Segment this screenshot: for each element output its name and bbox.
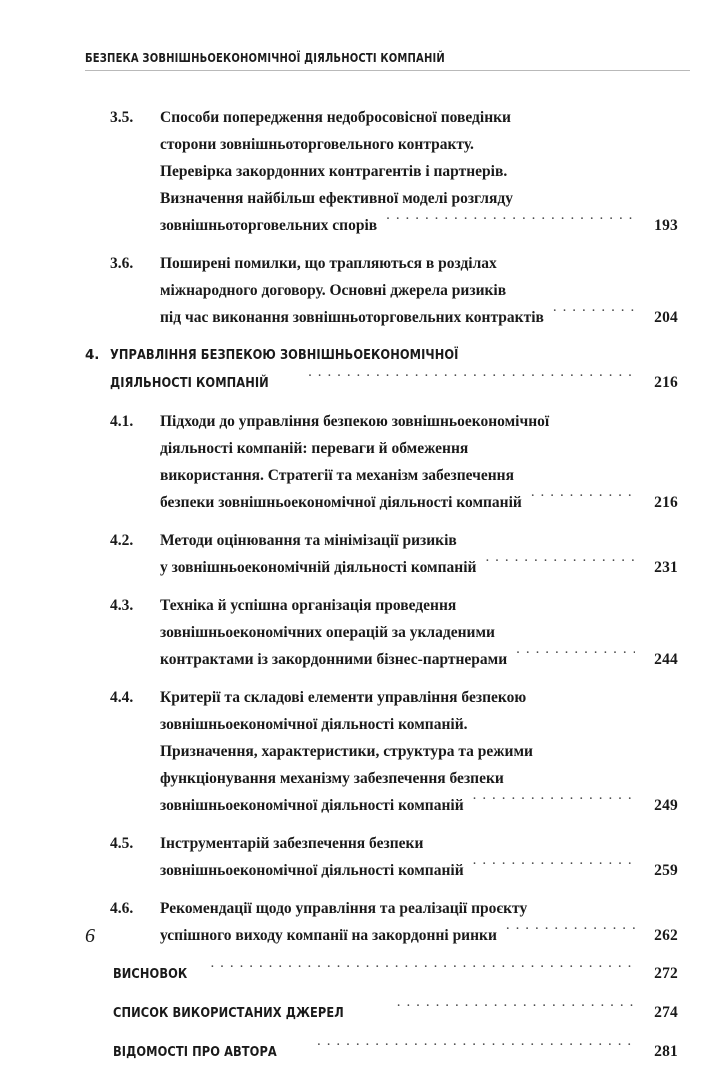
toc-entry-line (113, 960, 678, 988)
dot-leader (308, 373, 635, 387)
toc-entry-line (160, 408, 678, 435)
toc-entry-page-number: 231 (654, 559, 678, 576)
toc-entry-line (160, 792, 678, 819)
toc-entry-page-number: 262 (654, 927, 678, 944)
dot-leader (210, 964, 635, 978)
toc-entry-number: 3.5. (110, 109, 134, 126)
table-of-contents (0, 104, 720, 1077)
toc-entry-body (113, 960, 678, 988)
toc-entry-page-number: 193 (654, 217, 678, 234)
toc-entry-page-number: 204 (654, 309, 678, 326)
toc-entry-title-text: зовнішньоекономічних операцій за укладеними (160, 624, 495, 641)
toc-entry-body (160, 684, 678, 819)
toc-entry-body (160, 527, 678, 581)
toc-entry-title-text: СПИСОК ВИКОРИСТАНИХ ДЖЕРЕЛ (113, 1005, 344, 1021)
toc-entry[interactable] (0, 342, 720, 397)
toc-entry-title-text: успішного виходу компанії на закордонні ринки (160, 927, 497, 944)
toc-entry-body (160, 250, 678, 331)
toc-entry-title-text: Визначення найбільш ефективної моделі розгляду (160, 190, 513, 207)
dot-leader (506, 925, 635, 941)
toc-entry-title-text: Підходи до управління безпекою зовнішньоекономічної (160, 413, 550, 430)
toc-entry-title-text: Методи оцінювання та мінімізації ризиків (160, 532, 457, 549)
toc-entry-line (113, 1038, 678, 1066)
toc-entry-body (160, 895, 678, 949)
toc-entry-number: 4.2. (110, 532, 134, 549)
toc-entry-line (160, 619, 678, 646)
toc-entry-line (160, 554, 678, 581)
toc-entry-line (110, 369, 678, 397)
toc-entry-number: 4.6. (110, 900, 134, 917)
toc-entry[interactable] (0, 895, 720, 949)
toc-entry-title-text: діяльності компаній: переваги й обмеження (160, 440, 469, 457)
toc-entry-line (160, 462, 678, 489)
toc-entry-line (160, 738, 678, 765)
dot-leader (485, 557, 635, 573)
toc-entry-title-text: міжнародного договору. Основні джерела ризиків (160, 282, 507, 299)
toc-entry-number: 4.4. (110, 689, 134, 706)
toc-entry[interactable] (0, 250, 720, 331)
toc-entry-line (160, 104, 678, 131)
toc-entry[interactable] (0, 1038, 720, 1066)
dot-leader (473, 860, 635, 876)
toc-entry-line (113, 999, 678, 1027)
toc-entry-line (160, 765, 678, 792)
toc-entry-body (160, 408, 678, 516)
toc-entry[interactable] (0, 999, 720, 1027)
toc-entry-title-text: у зовнішньоекономічній діяльності компаній (160, 559, 477, 576)
toc-entry-title-text: Інструментарій забезпечення безпеки (160, 835, 424, 852)
toc-entry-line (160, 895, 678, 922)
toc-entry-title-text: Перевірка закордонних контрагентів і партнерів. (160, 163, 508, 180)
toc-entry-body (160, 592, 678, 673)
running-head (85, 50, 690, 71)
toc-entry-number: 4. (85, 347, 100, 363)
dot-leader (317, 1042, 635, 1056)
toc-entry-page-number: 216 (654, 374, 678, 391)
toc-entry-title-text: Техніка й успішна організація проведення (160, 597, 457, 614)
toc-entry[interactable] (0, 592, 720, 673)
dot-leader (531, 492, 635, 508)
toc-entry-page-number: 272 (654, 965, 678, 982)
running-head-title: БЕЗПЕКА ЗОВНІШНЬОЕКОНОМІЧНОЇ ДІЯЛЬНОСТІ КОМПАНІЙ (85, 50, 445, 65)
toc-entry[interactable] (0, 527, 720, 581)
toc-entry-line (160, 158, 678, 185)
toc-entry-line (160, 185, 678, 212)
dot-leader (473, 795, 635, 811)
toc-entry-title-text: контрактами із закордонними бізнес-партнерами (160, 651, 508, 668)
toc-entry-title-text: ВІДОМОСТІ ПРО АВТОРА (113, 1044, 277, 1060)
dot-leader (397, 1003, 635, 1017)
toc-entry-title-text: УПРАВЛІННЯ БЕЗПЕКОЮ ЗОВНІШНЬОЕКОНОМІЧНОЇ (110, 347, 459, 363)
toc-entry-line (160, 592, 678, 619)
toc-entry-title-text: Критерії та складові елементи управління безпекою (160, 689, 527, 706)
toc-entry-page-number: 244 (654, 651, 678, 668)
dot-leader (516, 649, 635, 665)
toc-entry[interactable] (0, 960, 720, 988)
toc-entry-page-number: 281 (654, 1043, 678, 1060)
toc-entry-page-number: 249 (654, 797, 678, 814)
toc-entry-title-text: ДІЯЛЬНОСТІ КОМПАНІЙ (110, 375, 269, 391)
dot-leader (386, 215, 635, 231)
page-number-folio: 6 (85, 925, 95, 947)
dot-leader (553, 307, 635, 323)
toc-entry-line (160, 684, 678, 711)
toc-entry-line (110, 342, 678, 369)
toc-entry-line (160, 646, 678, 673)
toc-entry[interactable] (0, 830, 720, 884)
toc-entry-body (113, 1038, 678, 1066)
toc-entry-number: 4.3. (110, 597, 134, 614)
toc-entry-line (160, 435, 678, 462)
toc-entry-title-text: Поширені помилки, що трапляються в розділах (160, 255, 497, 272)
toc-entry-title-text: використання. Стратегії та механізм забезпечення (160, 467, 514, 484)
toc-entry-line (160, 489, 678, 516)
toc-entry-body (160, 104, 678, 239)
toc-entry-page-number: 216 (654, 494, 678, 511)
toc-entry-line (160, 212, 678, 239)
toc-entry-line (160, 830, 678, 857)
toc-entry-title-text: функціонування механізму забезпечення безпеки (160, 770, 504, 787)
toc-entry-line (160, 857, 678, 884)
toc-entry-page-number: 274 (654, 1004, 678, 1021)
toc-entry[interactable] (0, 684, 720, 819)
toc-entry-body (160, 830, 678, 884)
toc-entry-body (113, 999, 678, 1027)
toc-entry-body (110, 342, 678, 397)
toc-entry-number: 4.1. (110, 413, 134, 430)
toc-entry-line (160, 527, 678, 554)
toc-entry-number: 3.6. (110, 255, 134, 272)
toc-entry-title-text: ВИСНОВОК (113, 966, 188, 982)
toc-entry-title-text: під час виконання зовнішньоторговельних контрактів (160, 309, 544, 326)
toc-entry-title-text: Призначення, характеристики, структура та режими (160, 743, 533, 760)
toc-entry-line (160, 250, 678, 277)
toc-entry-line (160, 304, 678, 331)
running-head-divider (85, 70, 690, 71)
toc-entry-title-text: Рекомендації щодо управління та реалізації проєкту (160, 900, 528, 917)
toc-entry-title-text: зовнішньоекономічної діяльності компаній (160, 797, 464, 814)
toc-entry-title-text: безпеки зовнішньоекономічної діяльності компаній (160, 494, 522, 511)
toc-entry-title-text: зовнішньоекономічної діяльності компаній. (160, 716, 468, 733)
toc-entry[interactable] (0, 408, 720, 516)
toc-entry-line (160, 277, 678, 304)
toc-entry-line (160, 131, 678, 158)
toc-entry-title-text: сторони зовнішньоторговельного контракту. (160, 136, 474, 153)
toc-entry-title-text: Способи попередження недобросовісної поведінки (160, 109, 511, 126)
toc-entry-line (160, 922, 678, 949)
toc-entry[interactable] (0, 104, 720, 239)
toc-entry-line (160, 711, 678, 738)
toc-entry-number: 4.5. (110, 835, 134, 852)
toc-entry-page-number: 259 (654, 862, 678, 879)
toc-entry-title-text: зовнішньоторговельних спорів (160, 217, 378, 234)
toc-entry-title-text: зовнішньоекономічної діяльності компаній (160, 862, 464, 879)
